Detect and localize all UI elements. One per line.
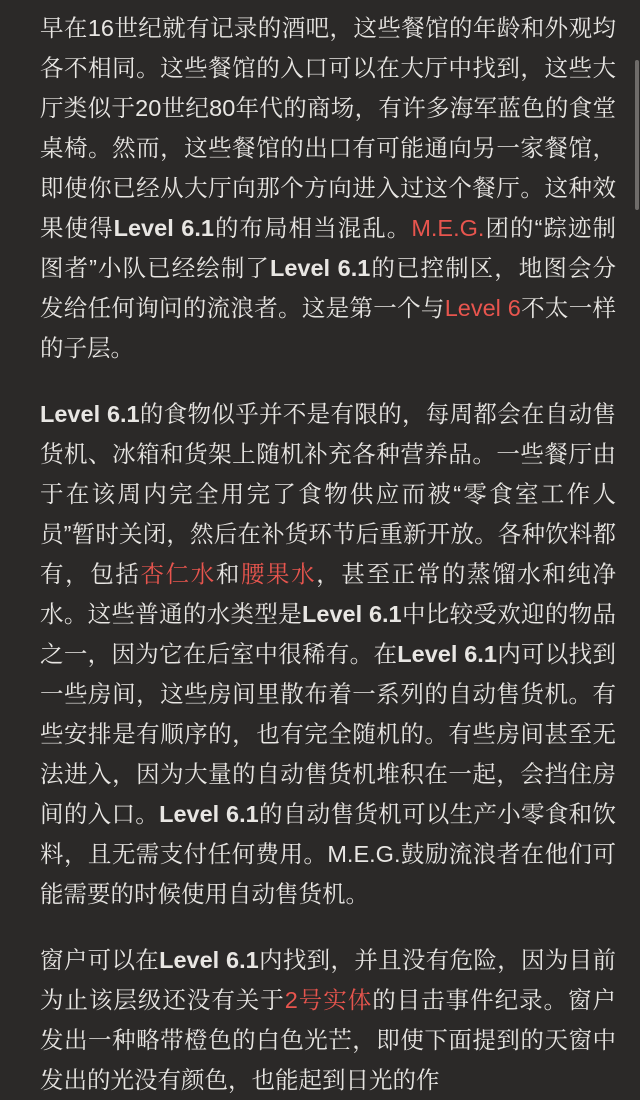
paragraph <box>40 8 616 368</box>
text-run: 内找到，并且没有危险，因为目前为止该层级还没有关于 <box>40 947 617 1013</box>
level-label: Level 6.1 <box>269 255 371 281</box>
paragraph <box>40 394 616 914</box>
level-label: Level 6.1 <box>397 641 497 667</box>
article-body <box>40 8 616 1100</box>
wiki-link[interactable]: 2号实体 <box>284 987 373 1013</box>
wiki-link[interactable]: 杏仁水 <box>140 561 216 587</box>
text-run: 中比较受欢迎的物品之一，因为它在后室中很稀有。在 <box>40 601 616 667</box>
text-run: 团的“踪迹制图者”小队已经绘制了 <box>40 215 617 281</box>
wiki-link[interactable]: M.E.G. <box>411 215 485 241</box>
vertical-scrollbar-track[interactable] <box>635 0 640 1016</box>
text-run: ，甚至正常的蒸馏水和纯净水。这些普通的水类型是 <box>40 561 617 627</box>
text-run: 的食物似乎并不是有限的，每周都会在自动售货机、冰箱和货架上随机补充各种营养品。一些餐厅由于在该周内完全用完了食物供应而被“零食室工作人员”暂时关闭，然后在补货环节后重新开放。各种饮料都有，包括 <box>40 401 616 587</box>
text-run: 的自动售货机可以生产小零食和饮料，且无需支付任何费用。M.E.G.鼓励流浪者在他们可能需要的时候使用自动售货机。 <box>40 801 617 907</box>
text-run: 的目击事件纪录。窗户发出一种略带橙色的白色光芒，即使下面提到的天窗中发出的光没有颜色，也能起到日光的作 <box>40 987 617 1093</box>
level-label: Level 6.1 <box>113 215 214 241</box>
text-run: 窗户可以在 <box>40 947 160 973</box>
text-run: 和 <box>215 561 241 587</box>
level-label: Level 6.1 <box>159 947 259 973</box>
text-run: 的布局相当混乱。 <box>213 215 412 241</box>
paragraph <box>40 940 616 1100</box>
text-run: 不太一样的子层。 <box>40 295 617 361</box>
vertical-scrollbar-thumb[interactable] <box>635 60 639 210</box>
text-run: 内可以找到一些房间，这些房间里散布着一系列的自动售货机。有些安排是有顺序的，也有完全随机的。有些房间甚至无法进入，因为大量的自动售货机堆积在一起，会挡住房间的入口。 <box>40 641 617 827</box>
level-label: Level 6.1 <box>40 401 140 427</box>
level-label: Level 6.1 <box>159 801 259 827</box>
text-run: 的已控制区，地图会分发给任何询问的流浪者。这是第一个与 <box>40 255 616 321</box>
wiki-link[interactable]: 腰果水 <box>240 561 317 587</box>
wiki-link[interactable]: Level 6 <box>444 295 521 321</box>
level-label: Level 6.1 <box>302 601 402 627</box>
text-run: 早在16世纪就有记录的酒吧，这些餐馆的年龄和外观均各不相同。这些餐馆的入口可以在大厅中找到，这些大厅类似于20世纪80年代的商场，有许多海军蓝色的食堂桌椅。然而，这些餐馆的出口有可能通向另一家餐馆，即使你已经从大厅向那个方向进入过这个餐厅。这种效果使得 <box>40 15 616 241</box>
